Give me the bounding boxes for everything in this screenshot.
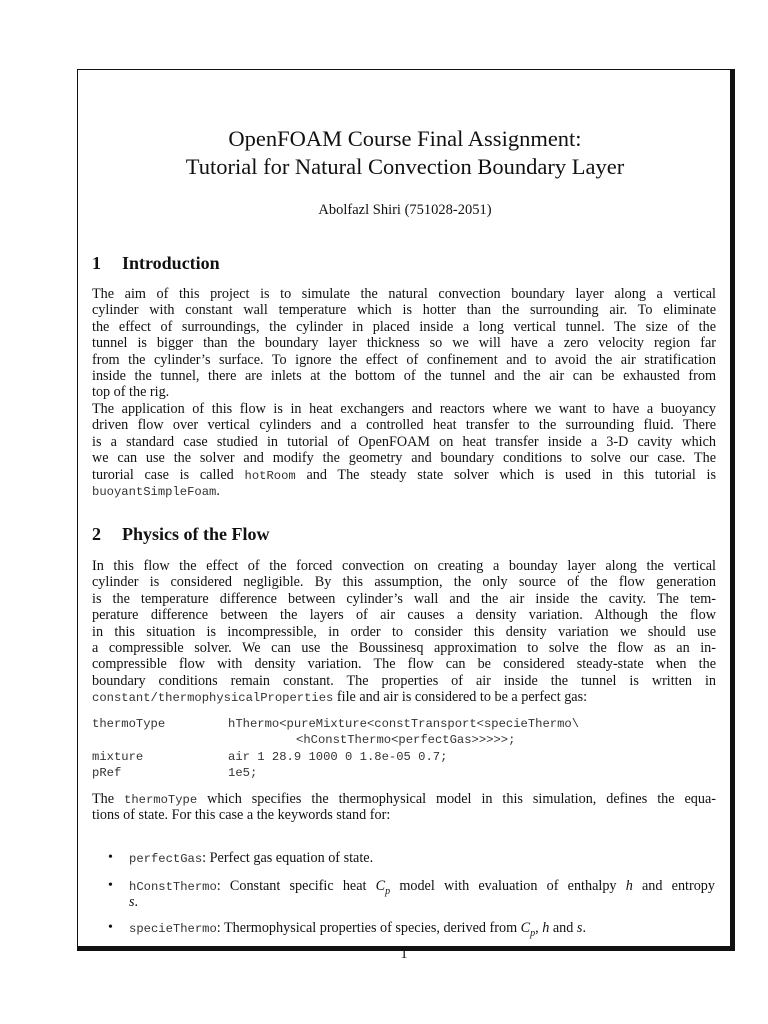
text: cylinder is considered negligible. By this assumption, the only source of the flow generation <box>92 574 716 591</box>
code-value: 1e5; <box>228 766 258 781</box>
text: model with evaluation of enthalpy <box>390 878 626 894</box>
text: driven flow over vertical cylinders and a controlled heat transfer to the surrounding fluid. There <box>92 417 716 434</box>
text: which specifies the thermophysical model in this simulation, defines the equa- <box>197 791 716 807</box>
section-number: 2 <box>92 524 101 544</box>
text: . <box>582 920 586 936</box>
math-var: C <box>375 878 386 894</box>
text: . <box>134 894 139 911</box>
text: The aim of this project is to simulate the natural convection boundary layer along a vertical <box>92 286 716 302</box>
text: cylinder with constant wall temperature which is hotter than the surrounding air. To eliminate <box>92 302 716 319</box>
text-line <box>92 352 716 368</box>
text-line <box>92 558 716 574</box>
text: a compressible solver. We can use the Boussinesq approximation to solve the flow as an in- <box>92 639 716 656</box>
bullet-item <box>108 850 715 866</box>
text: The <box>92 791 125 807</box>
text: is the temperature difference between cylinder’s wall and the air inside the cavity. The tem- <box>92 590 716 607</box>
title-line: Tutorial for Natural Convection Boundary Layer <box>185 154 625 179</box>
text-line <box>92 401 716 417</box>
text-line <box>92 368 716 384</box>
math-symbol <box>375 878 391 897</box>
code-line <box>92 732 716 748</box>
section-heading-physics <box>92 524 716 545</box>
section-heading-introduction <box>92 253 716 274</box>
text-line <box>115 920 715 939</box>
inline-code: perfectGas <box>129 852 203 866</box>
section-number: 1 <box>92 253 101 273</box>
code-key: pRef <box>92 766 122 781</box>
code-key: thermoType <box>92 717 166 731</box>
paragraph <box>92 286 716 401</box>
text: is a standard case studied in tutorial of OpenFOAM on heat transfer inside a 3-D cavity which <box>92 433 716 450</box>
text-line <box>92 640 716 656</box>
text-line <box>115 878 715 897</box>
code-key: mixture <box>92 749 144 764</box>
inline-code: hConstThermo <box>129 880 217 894</box>
page-number: 1 <box>400 946 408 962</box>
text-line <box>92 302 716 318</box>
text: , <box>535 920 543 936</box>
text-line <box>115 894 715 910</box>
code-line <box>92 749 716 765</box>
text: : Thermophysical properties of species, derived from <box>216 920 521 936</box>
text: tions of state. For this case a the keywords stand for: <box>92 807 391 824</box>
text-line <box>92 574 716 590</box>
text-line <box>92 689 716 705</box>
text-line <box>92 673 716 689</box>
text-line <box>92 434 716 450</box>
math-symbol <box>520 920 536 939</box>
text-line <box>92 591 716 607</box>
bullet-icon: • <box>108 878 113 893</box>
paragraph <box>92 791 716 824</box>
author: Abolfazl Shiri (751028-2051) <box>318 202 492 218</box>
math-subscript: p <box>530 927 536 939</box>
text-line <box>92 384 716 400</box>
math-var: s <box>576 920 583 936</box>
text: compressible flow with density variation. The flow can be considered steady-state when the <box>92 656 716 673</box>
inline-code: hotRoom <box>244 468 296 483</box>
text: : Constant specific heat <box>216 878 376 894</box>
text-line <box>92 286 716 302</box>
math-subscript: p <box>385 885 391 897</box>
paragraph <box>92 558 716 706</box>
text: and entropy <box>632 878 715 894</box>
text-line <box>92 335 716 351</box>
text: from the cylinder’s surface. To ignore the effect of confinement and to avoid the air stratification <box>92 351 716 368</box>
text-line <box>92 607 716 623</box>
text: in this situation is incompressible, in order to consider this density variation we should use <box>92 623 716 640</box>
text: we can use the solver and modify the geometry and boundary conditions to solve our case. The <box>92 450 716 467</box>
inline-code: thermoType <box>124 793 198 807</box>
text-line <box>92 483 716 499</box>
document-title <box>77 125 733 181</box>
text: perature difference between the layers of air causes a density variation. Although the flow <box>92 607 716 624</box>
paragraph <box>92 401 716 499</box>
code-block <box>92 716 716 782</box>
text: turorial case is called <box>92 466 245 483</box>
math-var: s <box>129 894 135 911</box>
text: : Perfect gas equation of state. <box>202 850 374 866</box>
text: boundary conditions remain constant. The properties of air inside the tunnel is written in <box>92 672 716 689</box>
bullet-icon: • <box>108 920 113 935</box>
section-title: Physics of the Flow <box>122 524 270 544</box>
text: file and air is considered to be a perfect gas: <box>333 689 588 706</box>
code-line <box>92 765 716 781</box>
text-line <box>92 656 716 672</box>
inline-code: buoyantSimpleFoam <box>92 484 217 499</box>
math-var: h <box>542 920 550 936</box>
text: The application of this flow is in heat exchangers and reactors where we want to have a buoyancy <box>92 401 716 417</box>
text-line <box>92 791 716 807</box>
text-line <box>92 624 716 640</box>
text-line <box>92 450 716 466</box>
text: top of the rig. <box>92 384 170 401</box>
code-line <box>92 716 716 732</box>
text-line <box>92 417 716 433</box>
text: and <box>549 920 577 936</box>
bullet-item <box>108 878 715 911</box>
bullet-icon: • <box>108 850 113 865</box>
bullet-item <box>108 920 715 939</box>
text: and The steady state solver which is used in this tutorial is <box>295 466 716 483</box>
math-symbol <box>626 878 633 894</box>
code-value: air 1 28.9 1000 0 1.8e-05 0.7; <box>228 749 448 764</box>
text-line <box>92 319 716 335</box>
text: the effect of surroundings, the cylinder in placed inside a long vertical tunnel. The size of the <box>92 318 716 335</box>
math-var: C <box>520 920 531 936</box>
inline-code: constant/thermophysicalProperties <box>92 691 334 706</box>
text-line <box>115 850 715 866</box>
text-line <box>92 807 716 823</box>
section-title: Introduction <box>122 253 220 273</box>
text: inside the tunnel, there are inlets at the bottom of the tunnel and the air can be exhausted from <box>92 367 716 384</box>
text: . <box>216 482 220 499</box>
inline-code: specieThermo <box>129 922 217 936</box>
code-value: hThermo<pureMixture<constTransport<specieThermo\ <box>228 717 580 731</box>
title-line: OpenFOAM Course Final Assignment: <box>228 126 582 151</box>
text-line <box>92 467 716 483</box>
math-var: h <box>625 878 633 894</box>
text: In this flow the effect of the forced convection on creating a bounday layer along the vertical <box>92 558 716 574</box>
text: tunnel is bigger than the boundary layer thickness so we will have a zero velocity region far <box>92 335 716 352</box>
code-value: <hConstThermo<perfectGas>>>>>; <box>296 733 516 748</box>
